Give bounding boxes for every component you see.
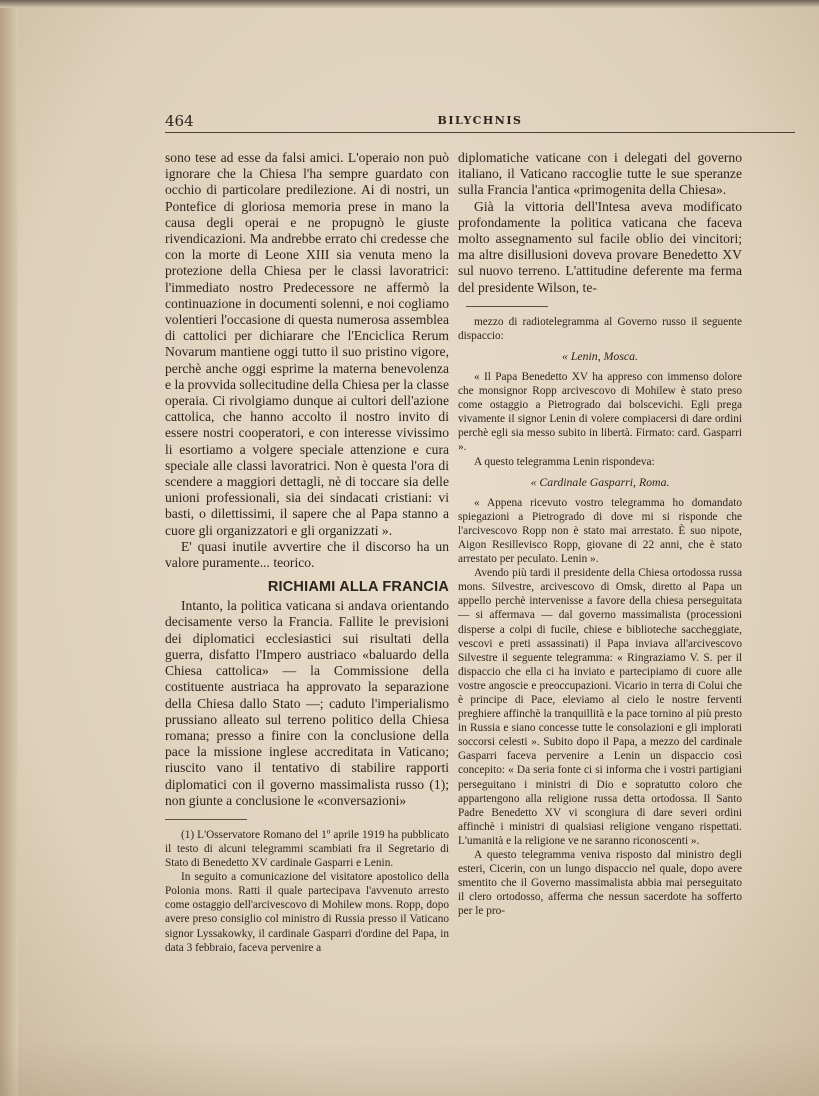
- footnote-1: (1) L'Osservatore Romano del 1º aprile 1919 ha pubblicato il testo di alcuni telegrammi scambiati fra il Segretario di Stato di Benedetto XV cardinale Gasparri e Lenin.: [165, 828, 449, 870]
- telegram-1-text: « Il Papa Benedetto XV ha appreso con immenso dolore che monsignor Ropp arcivescovo di Mohilew è stato preso come ostaggio a Pietrogrado dai bolscevichi. Egli prega vivamente il signor Lenin di volere compiacersi di dare ordini perchè egli sia messo subito in libertà. Firmato: card. Gasparri ».: [458, 371, 742, 454]
- page-shading: [0, 1040, 819, 1096]
- left-column: [165, 150, 449, 955]
- section-heading: RICHIAMI ALLA FRANCIA: [267, 579, 449, 596]
- page-edge-left: [0, 0, 18, 1096]
- header-rule: [165, 132, 795, 133]
- right-paragraph-1: diplomatiche vaticane con i delegati del governo italiano, il Vaticano raccoglie tutte le sue speranze sulla Francia l'antica «primogenita della Chiesa».: [458, 150, 742, 198]
- footnote-continuation-rule: [466, 306, 548, 307]
- reply-intro: A questo telegramma Lenin rispondeva:: [474, 455, 655, 468]
- left-paragraph-3: Intanto, la politica vaticana si andava orientando decisamente verso la Francia. Fallite le previsioni dei diplomatici ecclesiastici sui risultati della guerra, disfatto l'Impero austriaco «baluardo della Chiesa cattolica» — la Commissione della costituente austriaca ha approvato la separazione della Chiesa dallo Stato —; caduto l'imperialismo prussiano alleato sul terreno politico della Chiesa romana; presso a finire con la conclusione della pace la missione inglese accreditata in Vaticano; riuscito vano il tentativo di stabilire rapporti diplomatici con il governo massimalista russo (1); non giunte a conclusione le «conversazioni»: [165, 598, 449, 808]
- telegram-2-address: « Cardinale Gasparri, Roma.: [530, 474, 670, 489]
- page-header: [165, 110, 795, 134]
- page-edge-top: [0, 0, 819, 8]
- footnote-continuation: mezzo di radiotelegramma al Governo russo il seguente dispaccio:: [458, 315, 742, 342]
- telegram-2-text: « Appena ricevuto vostro telegramma ho domandato spiegazioni a Pietrogrado di dove mi si risponde che l'arcivescovo Ropp non è stato mai arrestato. È suo nipote, Aigon Resillevisco Ropp, giovane di 22 anni, che è stato arrestato per peculato. Lenin ».: [458, 496, 742, 566]
- running-head: BILYCHNIS: [437, 114, 523, 127]
- left-paragraph-2: E' quasi inutile avvertire che il discorso ha un valore puramente... teorico.: [165, 538, 449, 571]
- page-number: 464: [165, 112, 194, 130]
- footnote-rule: [165, 819, 247, 820]
- footnote-paragraph-final: A questo telegramma veniva risposto dal ministro degli esteri, Cicerin, con un lungo dispaccio nel quale, dopo avere smentito che il Governo massimalista abbia mai perseguitato il clero ortodosso, afferma che nessun sacerdote ha sofferto per le pro-: [458, 849, 742, 918]
- telegram-1-address: « Lenin, Mosca.: [561, 349, 639, 364]
- footnote-2: In seguito a comunicazione del visitatore apostolico della Polonia mons. Ratti il quale partecipava l'avvenuto arresto come ostaggio dell'arcivescovo di Mohilew mons. Ropp, dopo avere preso consiglio col ministro di Russia presso il Vaticano signor Lyssakowky, il cardinale Gasparri d'ordine del Papa, in data 3 febbraio, faceva pervenire a: [165, 871, 449, 954]
- footnote-paragraph-later: Avendo più tardi il presidente della Chiesa ortodossa russa mons. Silvestre, arcivescovo di Omsk, diretto al Papa un appello perchè intervenisse a favore della chiesa perseguitata — si affermava — dal governo massimalista (processioni disperse a colpi di fucile, chiese e biblioteche saccheggiate, vescovi e preti assassinati) il Papa inviava all'arcivescovo Silvestre il seguente telegramma: « Ringraziamo V. S. per il dispaccio che ella ci ha inviato e partecipiamo di cuore alle vostre angoscie e preoccupazioni. Vicario in terra di Colui che è principe di Pace, eleviamo al cielo le nostre ferventi preghiere affinchè la tranquillità e la pace tornino al più presto in Russia e siano concesse tutte le consolazioni e gli implorati soccorsi celesti ». Subito dopo il Papa, a mezzo del cardinale Gasparri faceva pervenire a Lenin un dispaccio così concepito: « Da seria fonte ci si informa che i vostri partigiani perseguitano i ministri di Dio e sopratutto coloro che appartengono alla religione russa detta ortodossa. Il Santo Padre Benedetto XV vi scongiura di dare severi ordini affinchè i ministri di qualsiasi religione vengano rispettati. L'umanità e la religione ve ne saranno riconoscenti ».: [458, 567, 742, 847]
- right-paragraph-2: Già la vittoria dell'Intesa aveva modificato profondamente la politica vaticana che faceva molto assegnamento sul facile oblio dei vincitori; ma altre disillusioni doveva provare Benedetto XV sul nuovo terreno. L'attitudine deferente ma ferma del presidente Wilson, te-: [458, 198, 742, 295]
- right-column: [458, 150, 742, 918]
- left-paragraph-1: sono tese ad esse da falsi amici. L'operaio non può ignorare che la Chiesa l'ha sempre guardato con occhio di particolare predilezione. Ai di nostri, un Pontefice di gloriosa memoria prese in mano la causa degli operai e ne propugnò le giuste rivendicazioni. Ma andrebbe errato chi credesse che con la morte di Leone XIII sia venuta meno la protezione della Chiesa per le classi lavoratrici: l'immediato nostro Predecessore ne affermò la continuazione in documenti solenni, e noi cogliamo volentieri l'occasione di questa numerosa assemblea di cattolici per dichiarare che l'Enciclica Rerum Novarum mantiene oggi tutto il suo pristino vigore, perchè anche oggi esprime la materna benevolenza e la provvida sollecitudine della Chiesa per la classe operaia. Ci rivolgiamo dunque ai cultori dell'azione cattolica, che hanno accolto il nostro invito di essere nostri cooperatori, e con interesse vivissimo li esortiamo a volgere speciale attenzione e cura speciale alle classi lavoratrici. Non è questa l'ora di scendere a maggiori dettagli, nè di toccare sia delle unioni professionali, sia dei sindacati cristiani: vi basti, o dilettissimi, il sapere che al Papa stanno a cuore gli organizzatori e gli organizzati ».: [165, 150, 449, 538]
